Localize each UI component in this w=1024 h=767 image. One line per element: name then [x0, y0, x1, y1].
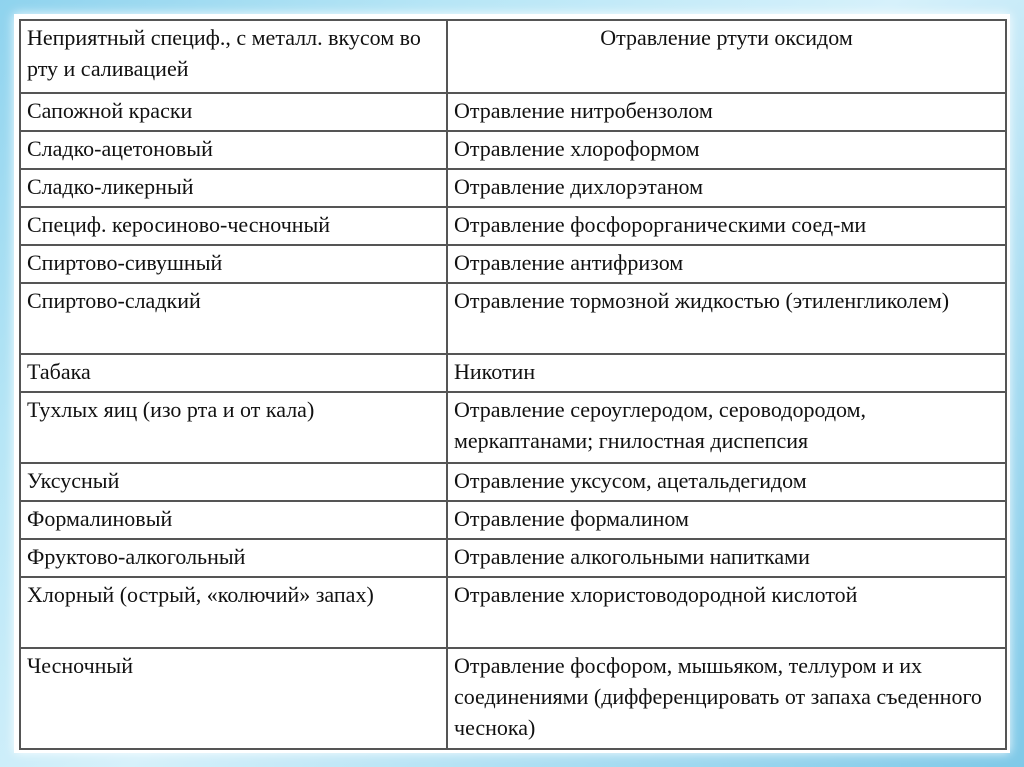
cause-cell: Отравление тормозной жидкостью (этиленгликолем): [447, 283, 1006, 354]
odor-cell: Хлорный (острый, «колючий» запах): [20, 577, 447, 648]
table-row: [20, 501, 1006, 539]
cause-cell: Отравление сероуглеродом, сероводородом, меркаптанами; гнилостная диспепсия: [447, 392, 1006, 463]
cause-cell: Отравление хлористоводородной кислотой: [447, 577, 1006, 648]
cause-cell: Никотин: [447, 354, 1006, 392]
cause-cell: Отравление алкогольными напитками: [447, 539, 1006, 577]
odor-cell: Табака: [20, 354, 447, 392]
cause-cell: Отравление нитробензолом: [447, 93, 1006, 131]
table-row: [20, 392, 1006, 463]
odor-cell: Спиртово-сивушный: [20, 245, 447, 283]
table-row: [20, 354, 1006, 392]
table-row: [20, 131, 1006, 169]
odor-cell: Формалиновый: [20, 501, 447, 539]
cause-cell: Отравление хлороформом: [447, 131, 1006, 169]
table-row: [20, 169, 1006, 207]
odor-cell: Неприятный специф., с металл. вкусом во рту и саливацией: [20, 20, 447, 93]
odor-cell: Сладко-ликерный: [20, 169, 447, 207]
odor-cell: Сапожной краски: [20, 93, 447, 131]
table-row: [20, 245, 1006, 283]
cause-cell: Отравление ртути оксидом: [447, 20, 1006, 93]
odor-cell: Специф. керосиново-чесночный: [20, 207, 447, 245]
odor-cell: Сладко-ацетоновый: [20, 131, 447, 169]
odor-cell: Фруктово-алкогольный: [20, 539, 447, 577]
table-row: [20, 539, 1006, 577]
odor-cell: Спиртово-сладкий: [20, 283, 447, 354]
table-row: [20, 283, 1006, 354]
table-row: [20, 93, 1006, 131]
table-row: [20, 577, 1006, 648]
cause-cell: Отравление уксусом, ацетальдегидом: [447, 463, 1006, 501]
table-row: [20, 648, 1006, 749]
odor-cell: Чесночный: [20, 648, 447, 749]
table-header-row: [20, 20, 1006, 93]
table-row: [20, 207, 1006, 245]
odor-poisoning-table: [19, 19, 1007, 750]
cause-cell: Отравление антифризом: [447, 245, 1006, 283]
odor-cell: Тухлых яиц (изо рта и от кала): [20, 392, 447, 463]
cause-cell: Отравление формалином: [447, 501, 1006, 539]
odor-cell: Уксусный: [20, 463, 447, 501]
cause-cell: Отравление фосфорорганическими соед-ми: [447, 207, 1006, 245]
cause-cell: Отравление дихлорэтаном: [447, 169, 1006, 207]
cause-cell: Отравление фосфором, мышьяком, теллуром и их соединениями (дифференцировать от запаха съеденного чеснока): [447, 648, 1006, 749]
slide-frame: [14, 14, 1010, 753]
table-row: [20, 463, 1006, 501]
